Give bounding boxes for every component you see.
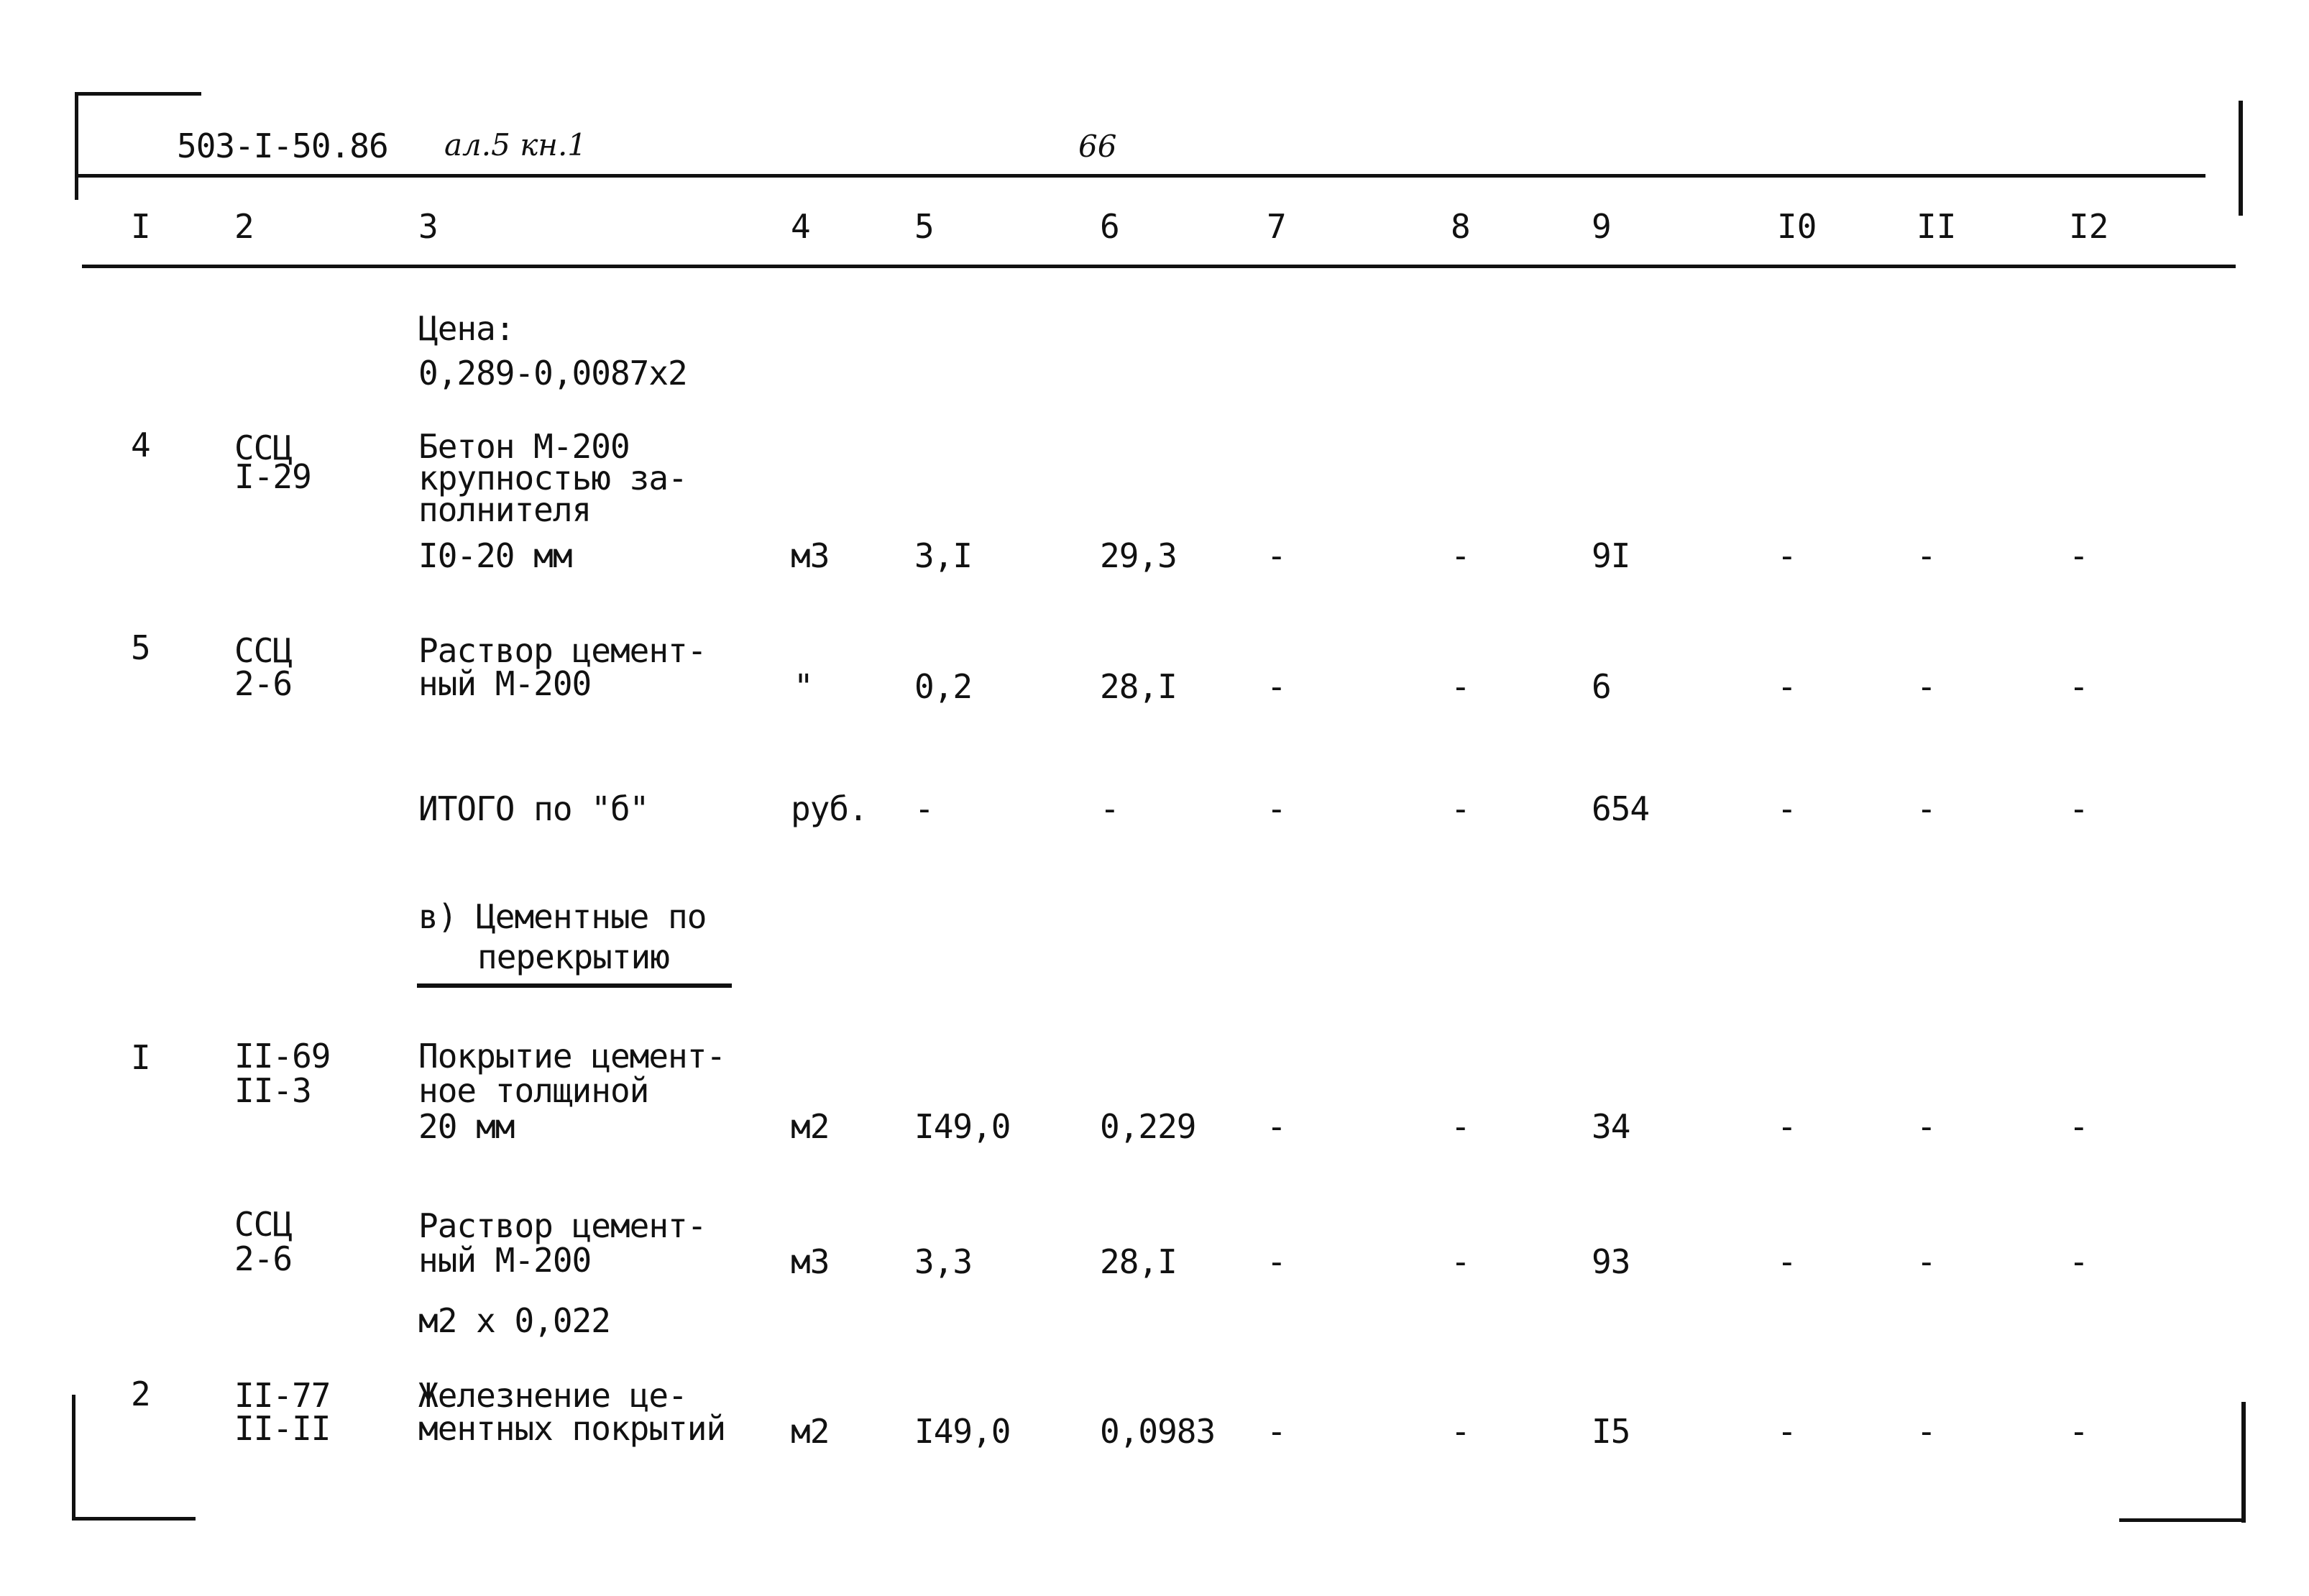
column-number: 6	[1100, 207, 1120, 246]
row-unit-price: 28,I	[1100, 1242, 1177, 1281]
section-heading-line: перекрытию	[477, 937, 669, 976]
handwritten-album-note: ал.5 кн.1	[444, 127, 587, 162]
row-col7: -	[1267, 789, 1286, 828]
column-number: II	[1916, 207, 1957, 246]
row-col12: -	[2069, 1107, 2088, 1146]
row-col11: -	[1916, 536, 1936, 575]
row-description-line: Бетон М-200	[418, 427, 630, 466]
row-col10: -	[1777, 1107, 1796, 1146]
row-col9: 6	[1592, 667, 1611, 706]
row-col7: -	[1267, 1412, 1286, 1451]
section-heading-underline	[417, 983, 732, 988]
row-description-line: м2 х 0,022	[418, 1301, 610, 1340]
row-col11: -	[1916, 667, 1936, 706]
row-description-line: 0,289-0,0087х2	[418, 354, 687, 393]
row-description-line: ментных покрытий	[418, 1409, 726, 1448]
row-code-line: ССЦ	[234, 631, 293, 670]
row-code-line: I-29	[234, 457, 311, 496]
row-col9: 34	[1592, 1107, 1630, 1146]
row-description-line: Раствор цемент-	[418, 1206, 707, 1245]
column-number: 7	[1267, 207, 1287, 246]
column-number: I	[131, 207, 151, 246]
row-quantity: -	[914, 789, 934, 828]
row-unit: м3	[791, 1242, 830, 1281]
row-quantity: 3,3	[914, 1242, 973, 1281]
row-description-line: ный М-200	[418, 1241, 592, 1280]
row-unit-price: -	[1100, 789, 1119, 828]
row-unit: м2	[791, 1412, 830, 1451]
column-number: I2	[2069, 207, 2109, 246]
row-col8: -	[1451, 789, 1470, 828]
row-col7: -	[1267, 1242, 1286, 1281]
row-col8: -	[1451, 1242, 1470, 1281]
row-unit: руб.	[791, 789, 868, 828]
column-header-rule	[82, 265, 2236, 268]
column-number: 8	[1451, 207, 1471, 246]
row-col12: -	[2069, 667, 2088, 706]
frame-top-left-stub	[78, 92, 201, 96]
row-col8: -	[1451, 1412, 1470, 1451]
row-col9: I5	[1592, 1412, 1630, 1451]
row-col12: -	[2069, 1242, 2088, 1281]
row-description-line: I0-20 мм	[418, 536, 572, 575]
column-number: I0	[1777, 207, 1817, 246]
row-unit-price: 28,I	[1100, 667, 1177, 706]
row-quantity: I49,0	[914, 1107, 1011, 1146]
row-unit: м3	[791, 536, 830, 575]
row-code-line: 2-6	[234, 664, 293, 703]
row-unit: м2	[791, 1107, 830, 1146]
row-code-line: ССЦ	[234, 428, 293, 467]
row-number: 5	[131, 628, 150, 667]
row-col10: -	[1777, 1412, 1796, 1451]
row-description-line: Покрытие цемент-	[418, 1037, 726, 1076]
row-unit-price: 0,229	[1100, 1107, 1196, 1146]
row-number: 2	[131, 1375, 150, 1413]
row-description-line: крупностью за-	[418, 459, 687, 497]
row-col7: -	[1267, 536, 1286, 575]
row-description-line: Цена:	[418, 309, 515, 348]
header-rule	[78, 174, 2205, 178]
column-number: 5	[914, 207, 935, 246]
row-col8: -	[1451, 536, 1470, 575]
frame-bottom-left-stub	[72, 1517, 196, 1521]
frame-right-upper	[2239, 101, 2243, 216]
row-quantity: 0,2	[914, 667, 973, 706]
column-number: 4	[791, 207, 811, 246]
row-code-line: II-69	[234, 1037, 331, 1076]
column-number: 9	[1592, 207, 1612, 246]
row-code-line: ССЦ	[234, 1205, 293, 1244]
row-number: 4	[131, 426, 150, 464]
row-description-line: полнителя	[418, 490, 592, 529]
row-quantity: 3,I	[914, 536, 973, 575]
row-quantity: I49,0	[914, 1412, 1011, 1451]
row-code-line: 2-6	[234, 1239, 293, 1278]
subtotal-label: ИТОГО по "б"	[418, 789, 649, 828]
document-code: 503-I-50.86	[177, 127, 388, 165]
row-unit-price: 29,3	[1100, 536, 1177, 575]
row-unit: "	[794, 667, 813, 706]
row-description-line: Раствор цемент-	[418, 631, 707, 670]
row-col11: -	[1916, 1242, 1936, 1281]
row-col10: -	[1777, 789, 1796, 828]
row-number: I	[131, 1038, 150, 1077]
column-number: 3	[418, 207, 439, 246]
row-description-line: 20 мм	[418, 1107, 515, 1146]
frame-left-lower	[72, 1395, 75, 1521]
frame-bottom-right-stub	[2119, 1518, 2244, 1522]
frame-left-upper	[75, 92, 78, 200]
row-col11: -	[1916, 789, 1936, 828]
row-col10: -	[1777, 667, 1796, 706]
row-col12: -	[2069, 536, 2088, 575]
row-code-line: II-II	[234, 1409, 331, 1448]
row-col12: -	[2069, 789, 2088, 828]
column-number: 2	[234, 207, 254, 246]
frame-right-lower	[2241, 1402, 2246, 1523]
row-col8: -	[1451, 667, 1470, 706]
row-col7: -	[1267, 1107, 1286, 1146]
row-col9: 9I	[1592, 536, 1630, 575]
row-col8: -	[1451, 1107, 1470, 1146]
row-code-line: II-77	[234, 1376, 331, 1415]
row-col7: -	[1267, 667, 1286, 706]
row-unit-price: 0,0983	[1100, 1412, 1216, 1451]
row-description-line: ный М-200	[418, 664, 592, 703]
page-number: 66	[1078, 129, 1117, 164]
row-col10: -	[1777, 536, 1796, 575]
section-heading-line: в) Цементные по	[418, 897, 707, 936]
row-col9: 93	[1592, 1242, 1630, 1281]
row-description-line: ное толщиной	[418, 1071, 649, 1110]
row-code-line: II-3	[234, 1071, 311, 1110]
row-col9: 654	[1592, 789, 1650, 828]
row-col11: -	[1916, 1107, 1936, 1146]
row-col11: -	[1916, 1412, 1936, 1451]
row-col12: -	[2069, 1412, 2088, 1451]
row-col10: -	[1777, 1242, 1796, 1281]
row-description-line: Железнение це-	[418, 1376, 687, 1415]
